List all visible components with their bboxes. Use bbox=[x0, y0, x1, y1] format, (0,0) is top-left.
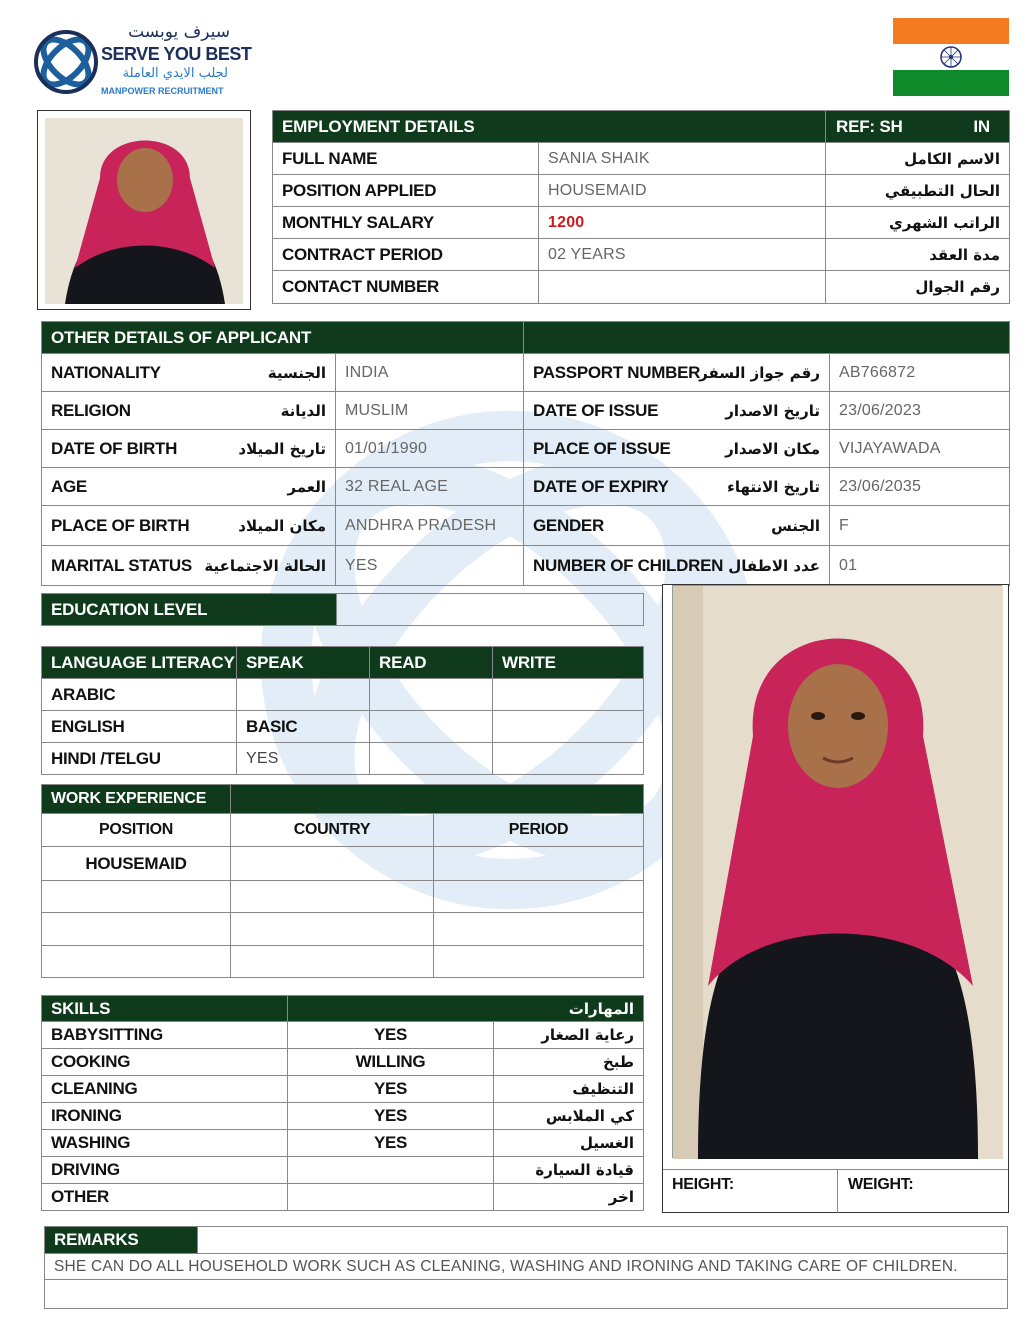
applicant-photo-large bbox=[662, 584, 1009, 1213]
skill-washing-value: YES bbox=[288, 1130, 494, 1157]
position-column-header: POSITION bbox=[42, 814, 231, 847]
religion-value: MUSLIM bbox=[336, 392, 524, 430]
skill-cleaning-arabic: التنظيف bbox=[494, 1076, 644, 1103]
table-row bbox=[42, 913, 644, 946]
company-logo bbox=[32, 22, 252, 102]
work-position-cell bbox=[42, 913, 231, 946]
employment-details-header: EMPLOYMENT DETAILS bbox=[273, 111, 826, 143]
skills-header: SKILLS bbox=[42, 996, 288, 1022]
skill-cleaning-label: CLEANING bbox=[42, 1076, 288, 1103]
skill-washing-arabic: الغسيل bbox=[494, 1130, 644, 1157]
skill-ironing-arabic: كي الملابس bbox=[494, 1103, 644, 1130]
position-applied-value: HOUSEMAID bbox=[539, 175, 826, 207]
date-of-birth-value: 01/01/1990 bbox=[336, 430, 524, 468]
arabic-write-value bbox=[493, 679, 644, 711]
contract-period-arabic: مدة العقد bbox=[826, 239, 1010, 271]
work-experience-header: WORK EXPERIENCE bbox=[42, 785, 231, 814]
place-of-issue-label: PLACE OF ISSUE bbox=[524, 430, 718, 468]
place-of-issue-value: VIJAYAWADA bbox=[830, 430, 1010, 468]
hindi-telgu-write-value bbox=[493, 743, 644, 775]
work-period-cell bbox=[434, 946, 644, 978]
gender-label: GENDER bbox=[524, 506, 718, 546]
applicant-portrait-icon bbox=[45, 118, 243, 304]
hindi-telgu-read-value bbox=[370, 743, 493, 775]
place-of-birth-label: PLACE OF BIRTH bbox=[42, 506, 216, 546]
skill-cooking-value: WILLING bbox=[288, 1049, 494, 1076]
contract-period-value: 02 YEARS bbox=[539, 239, 826, 271]
work-position-cell: HOUSEMAID bbox=[42, 847, 231, 881]
read-header: READ bbox=[370, 647, 493, 679]
contact-number-value bbox=[539, 271, 826, 304]
table-row bbox=[42, 847, 644, 881]
applicant-photo-small bbox=[37, 110, 251, 310]
passport-number-value: AB766872 bbox=[830, 354, 1010, 392]
passport-number-label: PASSPORT NUMBER bbox=[524, 354, 718, 392]
nationality-label: NATIONALITY bbox=[42, 354, 216, 392]
work-period-cell bbox=[434, 881, 644, 913]
speak-header: SPEAK bbox=[237, 647, 370, 679]
education-level-value bbox=[337, 594, 644, 626]
ref-cell bbox=[826, 111, 1010, 143]
skill-cooking-arabic: طبخ bbox=[494, 1049, 644, 1076]
skill-other-arabic: اخر bbox=[494, 1184, 644, 1211]
work-position-cell bbox=[42, 946, 231, 978]
place-of-birth-value: ANDHRA PRADESH bbox=[336, 506, 524, 546]
date-of-expiry-arabic: تاريخ الانتهاء bbox=[718, 468, 830, 506]
period-column-header: PERIOD bbox=[434, 814, 644, 847]
nationality-arabic: الجنسية bbox=[216, 354, 336, 392]
gender-arabic: الجنس bbox=[718, 506, 830, 546]
language-arabic-label: ARABIC bbox=[42, 679, 237, 711]
country-column-header: COUNTRY bbox=[231, 814, 434, 847]
english-speak-value: BASIC bbox=[237, 711, 370, 743]
employment-details-table bbox=[272, 110, 1010, 304]
date-of-issue-value: 23/06/2023 bbox=[830, 392, 1010, 430]
ref-suffix: IN bbox=[973, 116, 990, 136]
work-period-cell bbox=[434, 847, 644, 881]
monthly-salary-arabic: الراتب الشهري bbox=[826, 207, 1010, 239]
date-of-expiry-label: DATE OF EXPIRY bbox=[524, 468, 718, 506]
skill-washing-label: WASHING bbox=[42, 1130, 288, 1157]
other-details-header: OTHER DETAILS OF APPLICANT bbox=[42, 322, 524, 354]
age-arabic: العمر bbox=[216, 468, 336, 506]
position-applied-arabic: الحال التطبيقي bbox=[826, 175, 1010, 207]
ref-label: REF: SH bbox=[836, 116, 903, 136]
skills-table bbox=[41, 995, 644, 1211]
monthly-salary-label: MONTHLY SALARY bbox=[273, 207, 539, 239]
arabic-read-value bbox=[370, 679, 493, 711]
date-of-birth-arabic: تاريخ الميلاد bbox=[216, 430, 336, 468]
date-of-birth-label: DATE OF BIRTH bbox=[42, 430, 216, 468]
remarks-table bbox=[44, 1226, 1008, 1309]
passport-number-arabic: رقم جواز السفر bbox=[718, 354, 830, 392]
skill-ironing-label: IRONING bbox=[42, 1103, 288, 1130]
height-label: HEIGHT: bbox=[672, 1176, 734, 1193]
ashoka-chakra-icon bbox=[939, 45, 963, 69]
english-read-value bbox=[370, 711, 493, 743]
work-country-cell bbox=[231, 847, 434, 881]
date-of-issue-arabic: تاريخ الاصدار bbox=[718, 392, 830, 430]
number-of-children-label: NUMBER OF CHILDREN bbox=[524, 546, 718, 586]
language-english-label: ENGLISH bbox=[42, 711, 237, 743]
logo-emblem-icon bbox=[32, 24, 100, 100]
date-of-issue-label: DATE OF ISSUE bbox=[524, 392, 718, 430]
skills-header-arabic: المهارات bbox=[288, 996, 644, 1022]
weight-label: WEIGHT: bbox=[848, 1176, 914, 1193]
full-name-arabic: الاسم الكامل bbox=[826, 143, 1010, 175]
write-header: WRITE bbox=[493, 647, 644, 679]
education-level-header: EDUCATION LEVEL bbox=[42, 594, 337, 626]
gender-value: F bbox=[830, 506, 1010, 546]
work-period-cell bbox=[434, 913, 644, 946]
nationality-value: INDIA bbox=[336, 354, 524, 392]
skill-driving-value bbox=[288, 1157, 494, 1184]
number-of-children-arabic: عدد الاطفال bbox=[718, 546, 830, 586]
position-applied-label: POSITION APPLIED bbox=[273, 175, 539, 207]
english-write-value bbox=[493, 711, 644, 743]
marital-status-label: MARITAL STATUS bbox=[42, 546, 216, 586]
education-level-table bbox=[41, 593, 644, 626]
language-literacy-table bbox=[41, 646, 644, 775]
date-of-expiry-value: 23/06/2035 bbox=[830, 468, 1010, 506]
table-row bbox=[42, 881, 644, 913]
place-of-birth-arabic: مكان الميلاد bbox=[216, 506, 336, 546]
language-literacy-header: LANGUAGE LITERACY bbox=[42, 647, 237, 679]
skill-driving-arabic: قيادة السيارة bbox=[494, 1157, 644, 1184]
work-country-cell bbox=[231, 913, 434, 946]
hindi-telgu-speak-value: YES bbox=[237, 743, 370, 775]
applicant-full-portrait-icon bbox=[673, 586, 1003, 1159]
logo-english-tagline: MANPOWER RECRUITMENT bbox=[101, 86, 224, 96]
age-value: 32 REAL AGE bbox=[336, 468, 524, 506]
skill-cleaning-value: YES bbox=[288, 1076, 494, 1103]
logo-arabic-tagline: لجلب الايدي العاملة bbox=[122, 66, 228, 81]
religion-arabic: الديانة bbox=[216, 392, 336, 430]
full-name-value: SANIA SHAIK bbox=[539, 143, 826, 175]
skill-cooking-label: COOKING bbox=[42, 1049, 288, 1076]
skill-babysitting-arabic: رعاية الصغار bbox=[494, 1022, 644, 1049]
work-position-cell bbox=[42, 881, 231, 913]
logo-english-name: SERVE YOU BEST bbox=[101, 44, 252, 64]
skill-driving-label: DRIVING bbox=[42, 1157, 288, 1184]
skill-babysitting-value: YES bbox=[288, 1022, 494, 1049]
work-country-cell bbox=[231, 946, 434, 978]
skill-other-label: OTHER bbox=[42, 1184, 288, 1211]
contact-number-arabic: رقم الجوال bbox=[826, 271, 1010, 304]
age-label: AGE bbox=[42, 468, 216, 506]
india-flag bbox=[893, 18, 1009, 96]
number-of-children-value: 01 bbox=[830, 546, 1010, 586]
religion-label: RELIGION bbox=[42, 392, 216, 430]
skill-babysitting-label: BABYSITTING bbox=[42, 1022, 288, 1049]
monthly-salary-value: 1200 bbox=[539, 207, 826, 239]
skill-ironing-value: YES bbox=[288, 1103, 494, 1130]
work-country-cell bbox=[231, 881, 434, 913]
remarks-text: SHE CAN DO ALL HOUSEHOLD WORK SUCH AS CLEANING, WASHING AND IRONING AND TAKING CARE OF CHILDREN. bbox=[45, 1254, 1008, 1280]
marital-status-value: YES bbox=[336, 546, 524, 586]
arabic-speak-value bbox=[237, 679, 370, 711]
work-experience-table bbox=[41, 784, 644, 978]
logo-arabic-name: سيرف يوبست bbox=[128, 22, 230, 42]
marital-status-arabic: الحالة الاجتماعية bbox=[216, 546, 336, 586]
place-of-issue-arabic: مكان الاصدار bbox=[718, 430, 830, 468]
other-details-table bbox=[41, 321, 1010, 586]
contact-number-label: CONTACT NUMBER bbox=[273, 271, 539, 304]
remarks-header: REMARKS bbox=[45, 1227, 198, 1254]
contract-period-label: CONTRACT PERIOD bbox=[273, 239, 539, 271]
language-hindi-telgu-label: HINDI /TELGU bbox=[42, 743, 237, 775]
full-name-label: FULL NAME bbox=[273, 143, 539, 175]
table-row bbox=[42, 946, 644, 978]
skill-other-value bbox=[288, 1184, 494, 1211]
